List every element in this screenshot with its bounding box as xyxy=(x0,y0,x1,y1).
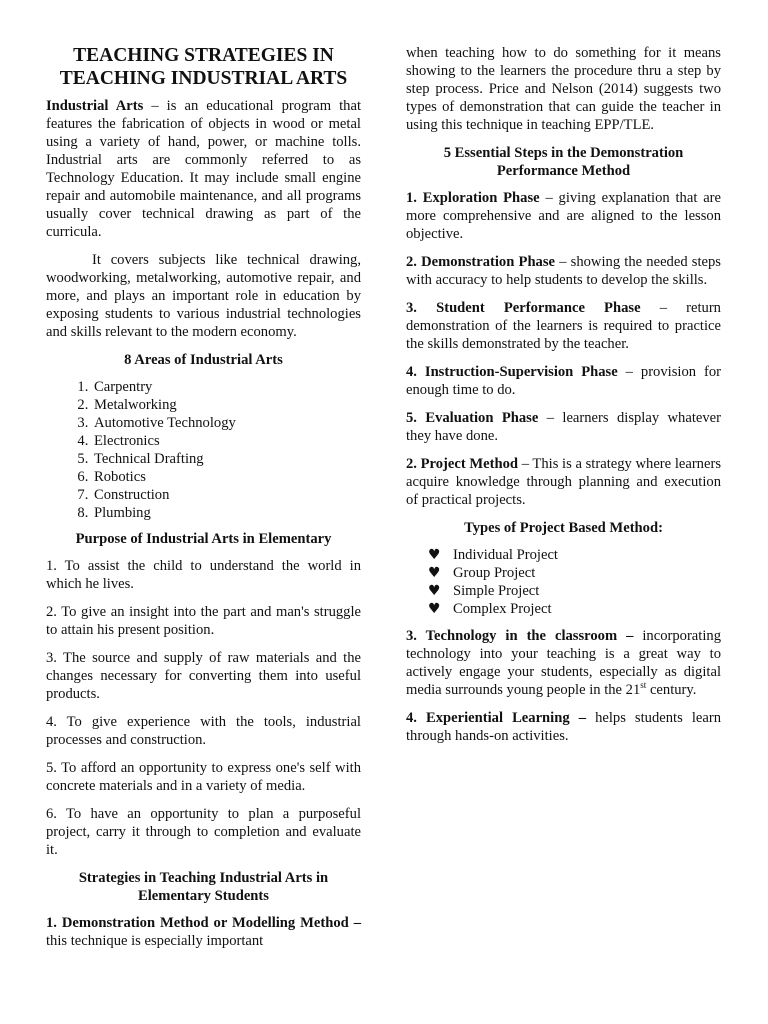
project-types-list xyxy=(406,546,721,618)
heart-bullet-icon: ♥ xyxy=(428,565,441,581)
step-text: – giving explanation that are more comprehensive and are aligned to the lesson objective. xyxy=(406,190,722,242)
right-column xyxy=(406,44,721,755)
project-types-heading: Types of Project Based Method: xyxy=(464,520,663,536)
heart-bullet-icon: ♥ xyxy=(428,547,441,563)
strategies-heading xyxy=(46,869,361,905)
step-text: – learners display whatever they have done. xyxy=(406,410,721,444)
list-item: 7. Construction xyxy=(92,486,361,504)
list-item: ♥ Complex Project xyxy=(428,601,552,617)
intro-definition: – is an educational program that features the fabrication of objects in wood or metal using a variety of hand, power, or machine tolls. Industrial arts are commonly referred to as Technology Education. It may include small engine repair and automobile maintenance, and all programs usually cover technical drawing as part of the curricula. xyxy=(46,98,361,240)
list-item: 5. Technical Drafting xyxy=(92,450,361,468)
steps-heading-line-1: 5 Essential Steps in the Demonstration xyxy=(443,145,684,161)
intro-second-paragraph: It covers subjects like technical drawing, woodworking, metalworking, automotive repair, and more, and plays an important role in education by exposing students to various industrial technologies and skills relevant to the modern economy. xyxy=(46,252,361,340)
intro-paragraph xyxy=(46,97,361,241)
title-line-2: TEACHING INDUSTRIAL ARTS xyxy=(59,68,348,89)
demonstration-method-continued: when teaching how to do something for it means showing to the learners the procedure thru a step by step process. Price and Nelson (2014) suggests two types of demonstration that can guide the teacher in using this technique in teaching EPP/TLE. xyxy=(406,45,721,133)
technology-paragraph xyxy=(406,627,721,699)
project-method-paragraph xyxy=(406,455,721,509)
strategies-heading-line-2: Elementary Students xyxy=(138,888,269,904)
intro-term: Industrial Arts xyxy=(46,98,144,114)
list-item: 8. Plumbing xyxy=(92,504,361,522)
list-item: 2. Metalworking xyxy=(92,396,361,414)
list-item: 1. Carpentry xyxy=(92,378,361,396)
technology-tail: century. xyxy=(646,682,697,698)
step-text: – provision for enough time to do. xyxy=(406,364,721,398)
list-item: ♥ Individual Project xyxy=(428,547,558,563)
purpose-item: 4. To give experience with the tools, industrial processes and construction. xyxy=(46,714,361,748)
list-item: 4. Electronics xyxy=(92,432,361,450)
experiential-paragraph xyxy=(406,709,721,745)
title-line-1: TEACHING STRATEGIES IN xyxy=(73,45,334,66)
experiential-text: helps students learn through hands-on activities. xyxy=(406,710,721,744)
step-item xyxy=(406,363,721,399)
project-method-term: 2. Project Method xyxy=(406,456,519,472)
project-method-text: – This is a strategy where learners acquire knowledge through planning and execution of practical projects. xyxy=(406,456,722,508)
step-item xyxy=(406,189,721,243)
steps-heading xyxy=(406,144,721,180)
step-term: 4. Instruction-Supervision Phase xyxy=(406,364,618,380)
demonstration-method-paragraph xyxy=(46,914,361,950)
technology-text: incorporating technology into your teaching is a great way to actively engage your students, especially as digital media surrounds young people in the 21 xyxy=(406,628,721,698)
list-item: 6. Robotics xyxy=(92,468,361,486)
step-term: 3. Student Performance Phase xyxy=(406,300,641,316)
strategies-heading-line-1: Strategies in Teaching Industrial Arts in xyxy=(78,870,329,886)
purpose-item: 5. To afford an opportunity to express one's self with concrete materials and in a variety of media. xyxy=(46,760,361,794)
areas-heading: 8 Areas of Industrial Arts xyxy=(124,352,283,368)
purpose-heading: Purpose of Industrial Arts in Elementary xyxy=(75,531,332,547)
document-title xyxy=(46,44,361,90)
steps-heading-line-2: Performance Method xyxy=(496,163,631,179)
step-item xyxy=(406,253,721,289)
demonstration-method-text: this technique is especially important xyxy=(46,933,264,949)
areas-list xyxy=(46,378,361,522)
purpose-item: 3. The source and supply of raw materials and the changes necessary for converting them into useful products. xyxy=(46,650,361,702)
step-term: 5. Evaluation Phase xyxy=(406,410,539,426)
purpose-item: 2. To give an insight into the part and man's struggle to attain his present position. xyxy=(46,604,361,638)
heart-bullet-icon: ♥ xyxy=(428,583,441,599)
step-term: 2. Demonstration Phase xyxy=(406,254,556,270)
left-column xyxy=(46,44,361,960)
list-item: ♥ Group Project xyxy=(428,565,536,581)
technology-superscript: st xyxy=(640,680,647,691)
step-item xyxy=(406,299,721,353)
step-item xyxy=(406,409,721,445)
purpose-item: 6. To have an opportunity to plan a purposeful project, carry it through to completion and evaluate it. xyxy=(46,806,361,858)
step-text: – return demonstration of the learners is required to practice the skills demonstrated by the teacher. xyxy=(406,300,721,352)
step-term: 1. Exploration Phase xyxy=(406,190,540,206)
step-text: – showing the needed steps with accuracy to help students to develop the skills. xyxy=(406,254,721,288)
technology-term: 3. Technology in the classroom – xyxy=(406,628,634,644)
list-item: ♥ Simple Project xyxy=(428,583,540,599)
demonstration-method-term: 1. Demonstration Method or Modelling Method – xyxy=(46,915,361,931)
experiential-term: 4. Experiential Learning – xyxy=(406,710,587,726)
purpose-item: 1. To assist the child to understand the world in which he lives. xyxy=(46,558,361,592)
heart-bullet-icon: ♥ xyxy=(428,601,441,617)
list-item: 3. Automotive Technology xyxy=(92,414,361,432)
